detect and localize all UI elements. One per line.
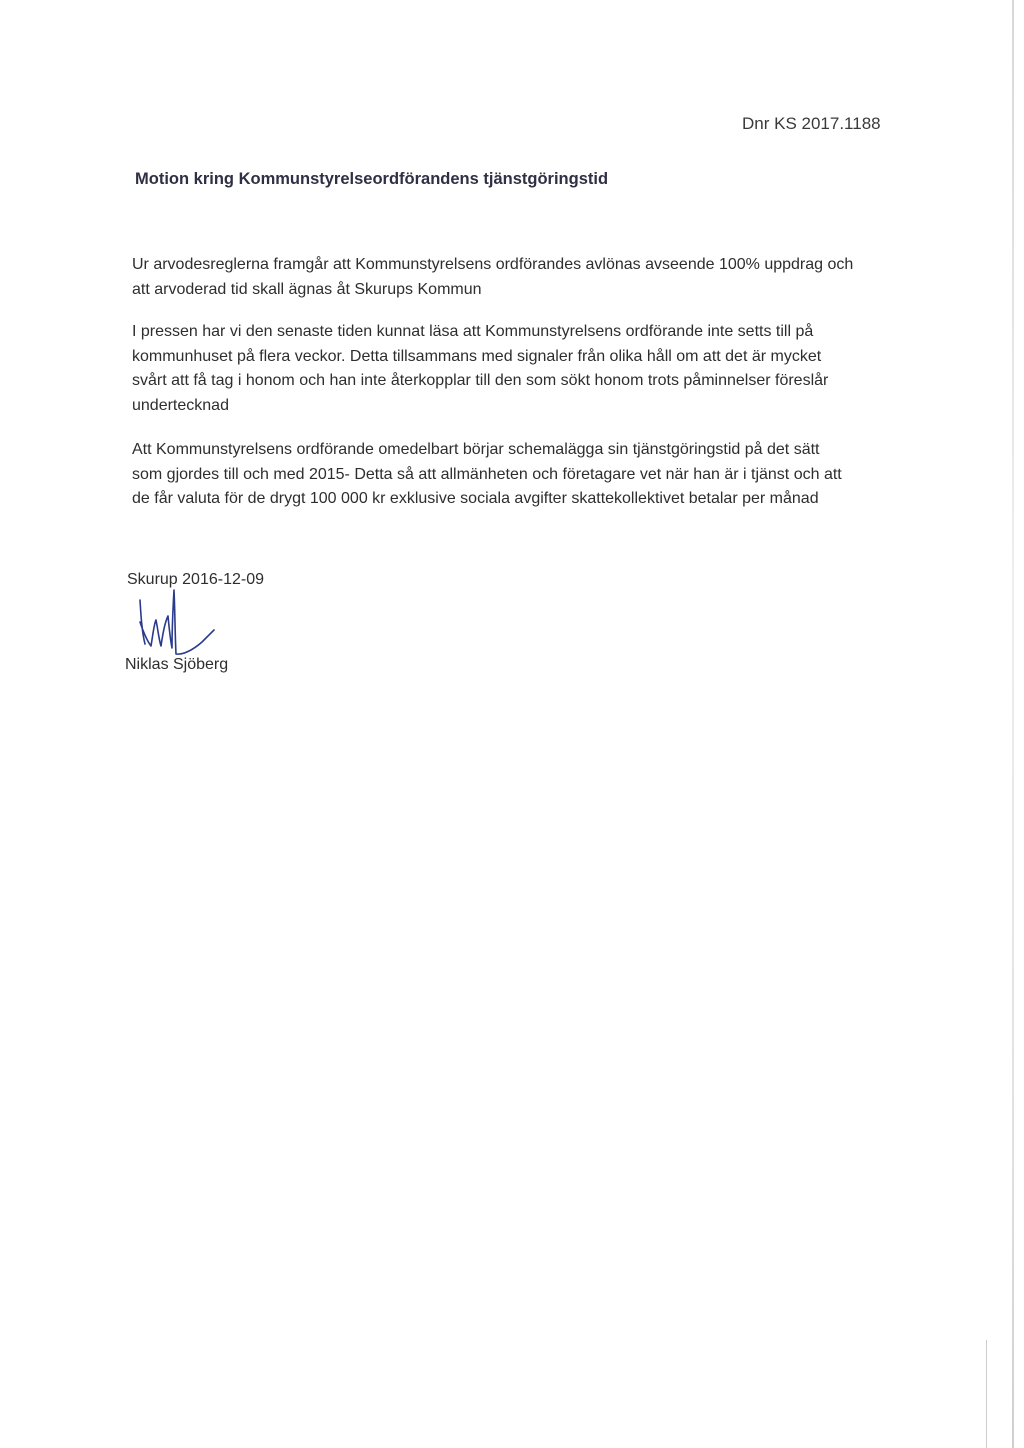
signature-stroke	[140, 590, 214, 654]
scan-edge-line-lower	[986, 1340, 987, 1448]
reference-number: Dnr KS 2017.1188	[742, 114, 881, 133]
paragraph-line: som gjordes till och med 2015- Detta så att allmänheten och företagare vet när han är i tjänst och att	[132, 465, 842, 483]
paragraph-line: I pressen har vi den senaste tiden kunnat läsa att Kommunstyrelsens ordförande inte setts till på	[132, 323, 814, 340]
paragraph-3	[132, 438, 892, 512]
paragraph-line: undertecknad	[132, 396, 229, 414]
scan-edge-line	[1012, 0, 1014, 1448]
document-title: Motion kring Kommunstyrelseordförandens tjänstgöringstid	[135, 170, 609, 188]
paragraph-line: Att Kommunstyrelsens ordförande omedelbart börjar schemalägga sin tjänstgöringstid på det sätt	[132, 441, 820, 458]
handwritten-signature	[128, 582, 228, 664]
paragraph-2	[132, 320, 892, 418]
paragraph-1	[132, 253, 892, 302]
paragraph-line: svårt att få tag i honom och han inte återkopplar till den som sökt honom trots påminnelser föreslår	[132, 372, 829, 389]
signer-name: Niklas Sjöberg	[125, 656, 229, 673]
paragraph-line: Ur arvodesreglerna framgår att Kommunstyrelsens ordförandes avlönas avseende 100% uppdrag och	[132, 256, 854, 273]
place-and-date: Skurup 2016-12-09	[127, 571, 264, 588]
paragraph-line: att arvoderad tid skall ägnas åt Skurups Kommun	[132, 280, 482, 298]
paragraph-line: de får valuta för de drygt 100 000 kr exklusive sociala avgifter skattekollektivet betalar per månad	[132, 490, 819, 507]
paragraph-line: kommunhuset på flera veckor. Detta tillsammans med signaler från olika håll om att det är mycket	[132, 347, 822, 365]
